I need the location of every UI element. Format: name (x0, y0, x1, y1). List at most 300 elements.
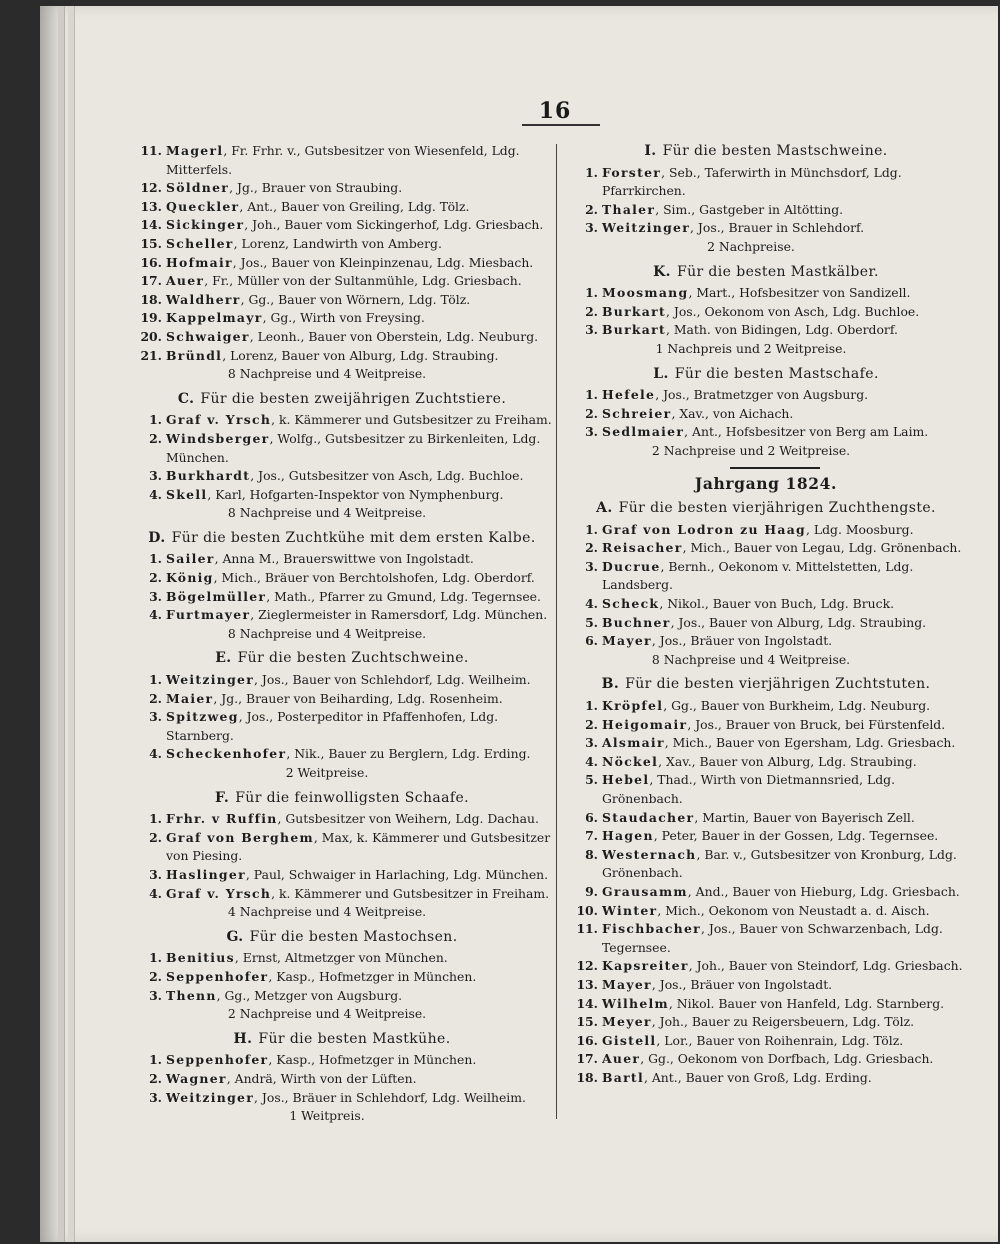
entry-number: 2. (585, 540, 598, 556)
entry-details: , Anna M., Brauerswittwe von Ingolstadt. (214, 551, 474, 567)
list-entry (568, 734, 964, 753)
section-title: Für die feinwolligsten Schaafe. (235, 789, 470, 806)
list-entry (568, 883, 964, 902)
entry-details: , Jos., Brauer von Bruck, bei Fürstenfeld. (687, 716, 946, 732)
entry-details: , Jos., Bräuer in Schlehdorf, Ldg. Weilheim. (254, 1089, 526, 1105)
prize-note: 8 Nachpreise und 4 Weitpreise. (227, 625, 427, 641)
entry-details: , Jos., Bräuer von Ingolstadt. (651, 633, 833, 649)
entry-number: 3. (149, 987, 162, 1003)
list-entry (132, 968, 552, 987)
entry-number: 2. (149, 430, 162, 446)
entry-details: , Bernh., Oekonom v. Mittelstetten, Ldg. Landsberg. (602, 558, 914, 593)
list-entry (568, 716, 964, 735)
section-title: Für die besten Mastschafe. (674, 365, 879, 382)
entry-number: 12. (140, 180, 162, 196)
entry-name: Haslinger (166, 866, 246, 882)
entry-name: Burkart (602, 322, 666, 338)
entry-name: Mayer (602, 976, 652, 992)
list-entry (568, 521, 964, 540)
section-title: Für die besten vierjährigen Zuchtstuten. (625, 676, 931, 693)
list-entry (568, 1032, 964, 1051)
entry-details: , Mich., Oekonom von Neustadt a. d. Aisch. (657, 902, 930, 918)
entry-details: , Mart., Hofsbesitzer von Sandizell. (688, 285, 911, 301)
entry-number: 3. (149, 709, 162, 725)
entry-number: 2. (585, 303, 598, 319)
entry-number: 1. (585, 164, 598, 180)
entry-number: 1. (149, 672, 162, 688)
entry-name: Mayer (602, 633, 652, 649)
list-entry (568, 846, 964, 883)
prize-note: 4 Nachpreise und 4 Weitpreise. (227, 904, 427, 920)
list-entry (132, 272, 552, 291)
list-entry (568, 558, 964, 595)
list-entry (568, 164, 964, 201)
list-entry (568, 809, 964, 828)
entry-list (568, 697, 964, 1087)
list-entry (132, 987, 552, 1006)
entry-details: , Ant., Bauer von Greiling, Ldg. Tölz. (239, 198, 470, 214)
entry-name: Burkhardt (166, 468, 251, 484)
list-entry (568, 539, 964, 558)
list-entry (132, 198, 552, 217)
list-entry (132, 588, 552, 607)
entry-name: Thenn (166, 987, 217, 1003)
section-heading-l (568, 365, 964, 384)
entry-number: 2. (585, 201, 598, 217)
entry-details: , Jg., Brauer von Straubing. (229, 180, 403, 196)
entry-details: , Nik., Bauer zu Berglern, Ldg. Erding. (286, 746, 531, 762)
entry-name: Bartl (602, 1069, 644, 1085)
entry-number: 1. (585, 698, 598, 714)
list-entry (568, 976, 964, 995)
entry-name: Sickinger (166, 217, 245, 233)
entry-details: , Jos., Bratmetzger von Augsburg. (655, 387, 869, 403)
list-entry (132, 550, 552, 569)
list-entry (568, 1069, 964, 1088)
section-title: Für die besten Mastochsen. (249, 928, 458, 945)
list-entry (132, 708, 552, 745)
entry-name: Söldner (166, 180, 230, 196)
list-entry (132, 745, 552, 764)
list-entry (132, 467, 552, 486)
entry-number: 4. (149, 885, 162, 901)
entry-name: Hofmair (166, 254, 233, 270)
list-entry (132, 606, 552, 625)
list-entry (132, 179, 552, 198)
entry-number: 3. (585, 220, 598, 236)
entry-details: , Kasp., Hofmetzger in München. (268, 968, 477, 984)
entry-name: Grausamm (602, 883, 688, 899)
prize-note: 8 Nachpreise und 4 Weitpreise. (227, 505, 427, 521)
entry-list (568, 521, 964, 651)
list-entry (132, 309, 552, 328)
section-letter: A. (596, 500, 613, 517)
entry-number: 11. (140, 143, 162, 158)
entry-details: , Ernst, Altmetzger von München. (234, 950, 448, 966)
entry-name: Nöckel (602, 753, 659, 769)
entry-number: 1. (149, 811, 162, 827)
list-entry (132, 690, 552, 709)
entry-name: König (166, 570, 214, 586)
section-heading-b (568, 675, 964, 694)
list-entry (568, 902, 964, 921)
section-title: Für die besten Zuchtschweine. (237, 650, 469, 667)
column-divider (556, 144, 557, 1119)
entry-number: 2. (149, 968, 162, 984)
entry-name: Hagen (602, 828, 654, 844)
list-entry (568, 1013, 964, 1032)
entry-number: 19. (140, 310, 162, 326)
entry-name: Burkart (602, 303, 666, 319)
entry-details: , Gg., Oekonom von Dorfbach, Ldg. Griesbach. (640, 1051, 934, 1067)
entry-name: Furtmayer (166, 607, 251, 623)
section-letter: H. (233, 1030, 253, 1047)
entry-details: , Nikol. Bauer von Hanfeld, Ldg. Starnberg. (668, 995, 945, 1011)
entry-number: 11. (576, 921, 598, 937)
entry-details: , Wolfg., Gutsbesitzer zu Birkenleiten, Ldg. München. (166, 430, 541, 465)
entry-number: 6. (585, 633, 598, 649)
section-letter: C. (177, 390, 195, 407)
entry-number: 1. (149, 412, 162, 428)
entry-name: Schreier (602, 405, 672, 421)
entry-details: , Joh., Bauer von Steindorf, Ldg. Griesbach. (688, 958, 963, 974)
section-heading-h (132, 1030, 552, 1049)
entry-name: Wagner (166, 1070, 227, 1086)
entry-number: 3. (149, 468, 162, 484)
list-entry (132, 216, 552, 235)
section-letter: F. (214, 789, 230, 806)
entry-name: Sedlmaier (602, 424, 685, 440)
entry-number: 2. (585, 405, 598, 421)
entry-number: 2. (585, 716, 598, 732)
section-title: Für die besten zweijährigen Zuchtstiere. (200, 390, 507, 407)
entry-number: 3. (585, 424, 598, 440)
entry-name: Auer (166, 273, 205, 289)
section-letter: K. (653, 263, 671, 280)
entry-list (132, 810, 552, 903)
entry-details: , Lorenz, Landwirth von Amberg. (233, 235, 442, 251)
list-entry (132, 1051, 552, 1070)
list-entry (132, 291, 552, 310)
entry-details: , k. Kämmerer und Gutsbesitzer in Freiham. (271, 885, 550, 901)
entry-list (568, 164, 964, 238)
entry-number: 3. (149, 588, 162, 604)
entry-name: Westernach (602, 846, 697, 862)
prize-note: 2 Nachpreise und 4 Weitpreise. (227, 1006, 427, 1022)
entry-details: , Xav., Bauer von Alburg, Ldg. Straubing. (658, 753, 917, 769)
entry-name: Bründl (166, 347, 223, 363)
prize-note: 1 Nachpreis und 2 Weitpreise. (655, 340, 847, 356)
entry-list (132, 1051, 552, 1107)
entry-details: , Jos., Oekonom von Asch, Ldg. Buchloe. (665, 303, 920, 319)
section-title: Für die besten vierjährigen Zuchthengste. (618, 500, 936, 517)
entry-number: 2. (149, 1070, 162, 1086)
entry-details: , Andrä, Wirth von der Lüften. (226, 1070, 417, 1086)
entry-number: 5. (585, 772, 598, 788)
entry-details: , Joh., Bauer vom Sickingerhof, Ldg. Griesbach. (244, 217, 544, 233)
entry-list (568, 386, 964, 442)
entry-details: , Bar. v., Gutsbesitzer von Kronburg, Ldg. Grönenbach. (602, 846, 957, 881)
entry-name: Hefele (602, 387, 656, 403)
entry-number: 1. (585, 521, 598, 537)
entry-details: , Peter, Bauer in der Gossen, Ldg. Tegernsee. (653, 828, 939, 844)
entry-number: 8. (585, 846, 598, 862)
list-entry (568, 321, 964, 340)
entry-name: Ducrue (602, 558, 661, 574)
entry-number: 3. (149, 1089, 162, 1105)
entry-number: 3. (149, 866, 162, 882)
entry-number: 14. (576, 995, 598, 1011)
entry-number: 6. (585, 809, 598, 825)
entry-details: , Gutsbesitzer von Weihern, Ldg. Dachau. (277, 811, 539, 827)
entry-details: , Fr., Müller von der Sultanmühle, Ldg. Griesbach. (204, 273, 522, 289)
list-entry (568, 614, 964, 633)
entry-details: , Ant., Hofsbesitzer von Berg am Laim. (684, 424, 929, 440)
section-letter: G. (226, 928, 244, 945)
section-letter: I. (644, 143, 657, 159)
entry-name: Weitzinger (166, 672, 255, 688)
entry-details: , Ant., Bauer von Groß, Ldg. Erding. (643, 1069, 872, 1085)
entry-name: Graf v. Yrsch (166, 885, 272, 901)
entry-number: 3. (585, 735, 598, 751)
entry-name: Seppenhofer (166, 968, 269, 984)
entry-number: 3. (585, 558, 598, 574)
section-heading-g (132, 928, 552, 947)
entry-number: 12. (576, 958, 598, 974)
entry-details: , Jos., Bauer von Kleinpinzenau, Ldg. Miesbach. (232, 254, 534, 270)
list-entry (568, 201, 964, 220)
list-entry (132, 949, 552, 968)
entry-number: 14. (140, 217, 162, 233)
prize-note: 2 Nachpreise. (707, 238, 795, 254)
section-letter: D. (148, 529, 166, 546)
entry-name: Moosmang (602, 285, 689, 301)
entry-name: Staudacher (602, 809, 695, 825)
entry-number: 5. (585, 614, 598, 630)
entry-name: Magerl (166, 143, 224, 158)
entry-number: 2. (149, 570, 162, 586)
entry-name: Benitius (166, 950, 235, 966)
list-entry (132, 810, 552, 829)
section-title: Für die besten Zuchtkühe mit dem ersten Kalbe. (171, 529, 536, 546)
entry-number: 1. (149, 551, 162, 567)
entry-details: , Jos., Gutsbesitzer von Asch, Ldg. Buchloe. (250, 468, 524, 484)
entry-details: , Gg., Bauer von Burkheim, Ldg. Neuburg. (663, 698, 931, 714)
entry-details: , Max, k. Kämmerer und Gutsbesitzer von Piesing. (166, 829, 551, 864)
entry-name: Queckler (166, 198, 240, 214)
entry-list (132, 142, 552, 365)
entry-details: , Jos., Posterpeditor in Pfaffenhofen, Ldg. Starnberg. (166, 709, 499, 743)
list-entry (568, 697, 964, 716)
entry-details: , Fr. Frhr. v., Gutsbesitzer von Wiesenfeld, Ldg. Mitterfels. (166, 143, 520, 177)
entry-details: , Math., Pfarrer zu Gmund, Ldg. Tegernsee. (266, 588, 541, 604)
entry-number: 13. (140, 198, 162, 214)
entry-name: Reisacher (602, 540, 683, 556)
entry-details: , Seb., Taferwirth in Münchsdorf, Ldg. Pfarrkirchen. (602, 164, 902, 199)
list-entry (132, 671, 552, 690)
entry-details: , Gg., Wirth von Freysing. (262, 310, 425, 326)
list-entry (132, 430, 552, 467)
list-entry (568, 632, 964, 651)
list-entry (568, 957, 964, 976)
entry-details: , Gg., Metzger von Augsburg. (216, 987, 403, 1003)
entry-name: Winter (602, 902, 658, 918)
entry-name: Kappelmayr (166, 310, 263, 326)
entry-name: Kröpfel (602, 698, 664, 714)
section-title: Für die besten Mastkälber. (676, 263, 879, 280)
list-entry (132, 569, 552, 588)
section-letter: L. (653, 365, 669, 382)
list-entry (132, 328, 552, 347)
list-entry (132, 1070, 552, 1089)
section-heading-i (568, 142, 964, 161)
entry-details: , Jos., Bauer von Schwarzenbach, Ldg. Tegernsee. (602, 921, 943, 955)
entry-name: Meyer (602, 1014, 652, 1030)
section-heading-f (132, 789, 552, 808)
entry-number: 4. (585, 596, 598, 612)
section-heading-e (132, 649, 552, 668)
list-entry (132, 866, 552, 885)
section-heading-c (132, 390, 552, 409)
entry-details: , Jos., Bräuer von Ingolstadt. (651, 976, 833, 992)
entry-name: Scheckenhofer (166, 746, 287, 762)
entry-number: 1. (149, 950, 162, 966)
entry-name: Graf von Lodron zu Haag (602, 521, 807, 537)
entry-list (132, 550, 552, 624)
entry-number: 2. (149, 829, 162, 845)
list-entry (132, 829, 552, 866)
entry-number: 15. (576, 1014, 598, 1030)
page-number-rule (522, 124, 600, 126)
entry-name: Scheck (602, 596, 660, 612)
section-title: Für die besten Mastschweine. (662, 143, 888, 159)
entry-name: Weitzinger (166, 1089, 255, 1105)
left-column (132, 142, 552, 1126)
list-entry (568, 827, 964, 846)
entry-number: 15. (140, 235, 162, 251)
section-title: Für die besten Mastkühe. (258, 1030, 451, 1047)
entry-number: 4. (149, 607, 162, 623)
list-entry (132, 254, 552, 273)
entry-name: Scheller (166, 235, 234, 251)
entry-list (568, 284, 964, 340)
entry-name: Alsmair (602, 735, 665, 751)
prize-note: 8 Nachpreise und 4 Weitpreise. (227, 366, 427, 382)
entry-details: , And., Bauer von Hieburg, Ldg. Griesbach. (687, 883, 960, 899)
entry-details: , Math. von Bidingen, Ldg. Oberdorf. (665, 322, 898, 338)
entry-details: , Sim., Gastgeber in Altötting. (655, 201, 844, 217)
entry-name: Thaler (602, 201, 656, 217)
entry-details: , k. Kämmerer und Gutsbesitzer zu Freiham. (271, 412, 552, 428)
entry-name: Heigomair (602, 716, 688, 732)
prize-note: 1 Weitpreis. (289, 1108, 365, 1124)
entry-list (132, 671, 552, 764)
prize-note: 8 Nachpreise und 4 Weitpreise. (651, 651, 851, 667)
year-heading: Jahrgang 1824. (694, 473, 838, 493)
list-entry (568, 219, 964, 238)
entry-name: Skell (166, 486, 208, 502)
list-entry (568, 995, 964, 1014)
list-entry (132, 885, 552, 904)
entry-number: 17. (140, 273, 162, 289)
entry-number: 1. (585, 387, 598, 403)
entry-details: , Martin, Bauer von Bayerisch Zell. (694, 809, 915, 825)
entry-name: Auer (602, 1051, 641, 1067)
entry-name: Bögelmüller (166, 588, 267, 604)
list-entry (132, 142, 552, 179)
prize-note: 2 Weitpreise. (285, 765, 369, 780)
list-entry (568, 386, 964, 405)
year-rule (730, 467, 820, 469)
entry-details: , Zieglermeister in Ramersdorf, Ldg. München. (250, 607, 548, 623)
entry-details: , Kasp., Hofmetzger in München. (268, 1052, 477, 1068)
entry-number: 4. (585, 753, 598, 769)
entry-name: Frhr. v Ruffin (166, 811, 278, 827)
entry-name: Maier (166, 690, 214, 706)
section-heading-a (568, 499, 964, 518)
entry-details: , Mich., Bauer von Egersham, Ldg. Griesbach. (664, 735, 956, 751)
section-letter: E. (215, 650, 232, 667)
entry-details: , Jos., Bauer von Schlehdorf, Ldg. Weilheim. (254, 672, 531, 688)
entry-number: 16. (140, 254, 162, 270)
entry-number: 10. (576, 902, 598, 918)
list-entry (568, 423, 964, 442)
entry-details: , Paul, Schwaiger in Harlaching, Ldg. München. (245, 866, 549, 882)
list-entry (132, 486, 552, 505)
list-entry (568, 1050, 964, 1069)
entry-list (132, 411, 552, 504)
prize-note: 2 Nachpreise und 2 Weitpreise. (651, 442, 851, 458)
list-entry (132, 235, 552, 254)
entry-name: Graf von Berghem (166, 829, 314, 845)
list-entry (568, 405, 964, 424)
entry-number: 2. (149, 690, 162, 706)
entry-name: Spitzweg (166, 709, 239, 725)
entry-details: , Thad., Wirth von Dietmannsried, Ldg. Grönenbach. (602, 772, 896, 806)
entry-number: 21. (140, 347, 162, 363)
entry-number: 18. (576, 1069, 598, 1085)
list-entry (132, 347, 552, 366)
entry-details: , Jos., Brauer in Schlehdorf. (690, 220, 865, 236)
entry-list (132, 949, 552, 1005)
entry-name: Hebel (602, 772, 650, 788)
page-edge (58, 6, 65, 1242)
entry-number: 3. (585, 322, 598, 338)
entry-name: Wilhelm (602, 995, 669, 1011)
list-entry (568, 284, 964, 303)
section-heading-k (568, 263, 964, 282)
entry-number: 17. (576, 1051, 598, 1067)
list-entry (568, 771, 964, 808)
entry-number: 7. (585, 828, 598, 844)
entry-details: , Nikol., Bauer von Buch, Ldg. Bruck. (659, 596, 895, 612)
list-entry (568, 920, 964, 957)
entry-name: Windsberger (166, 430, 270, 446)
entry-details: , Mich., Bräuer von Berchtolshofen, Ldg. Oberdorf. (213, 570, 535, 586)
entry-name: Fischbacher (602, 921, 701, 937)
entry-name: Seppenhofer (166, 1052, 269, 1068)
entry-name: Kapsreiter (602, 958, 689, 974)
entry-name: Graf v. Yrsch (166, 412, 272, 428)
entry-number: 9. (585, 883, 598, 899)
list-entry (568, 595, 964, 614)
entry-number: 18. (140, 291, 162, 307)
entry-details: , Jg., Brauer von Beiharding, Ldg. Rosenheim. (213, 690, 503, 706)
entry-number: 13. (576, 976, 598, 992)
entry-name: Sailer (166, 551, 215, 567)
entry-details: , Jos., Bauer von Alburg, Ldg. Straubing. (670, 614, 927, 630)
entry-details: , Xav., von Aichach. (671, 405, 794, 421)
